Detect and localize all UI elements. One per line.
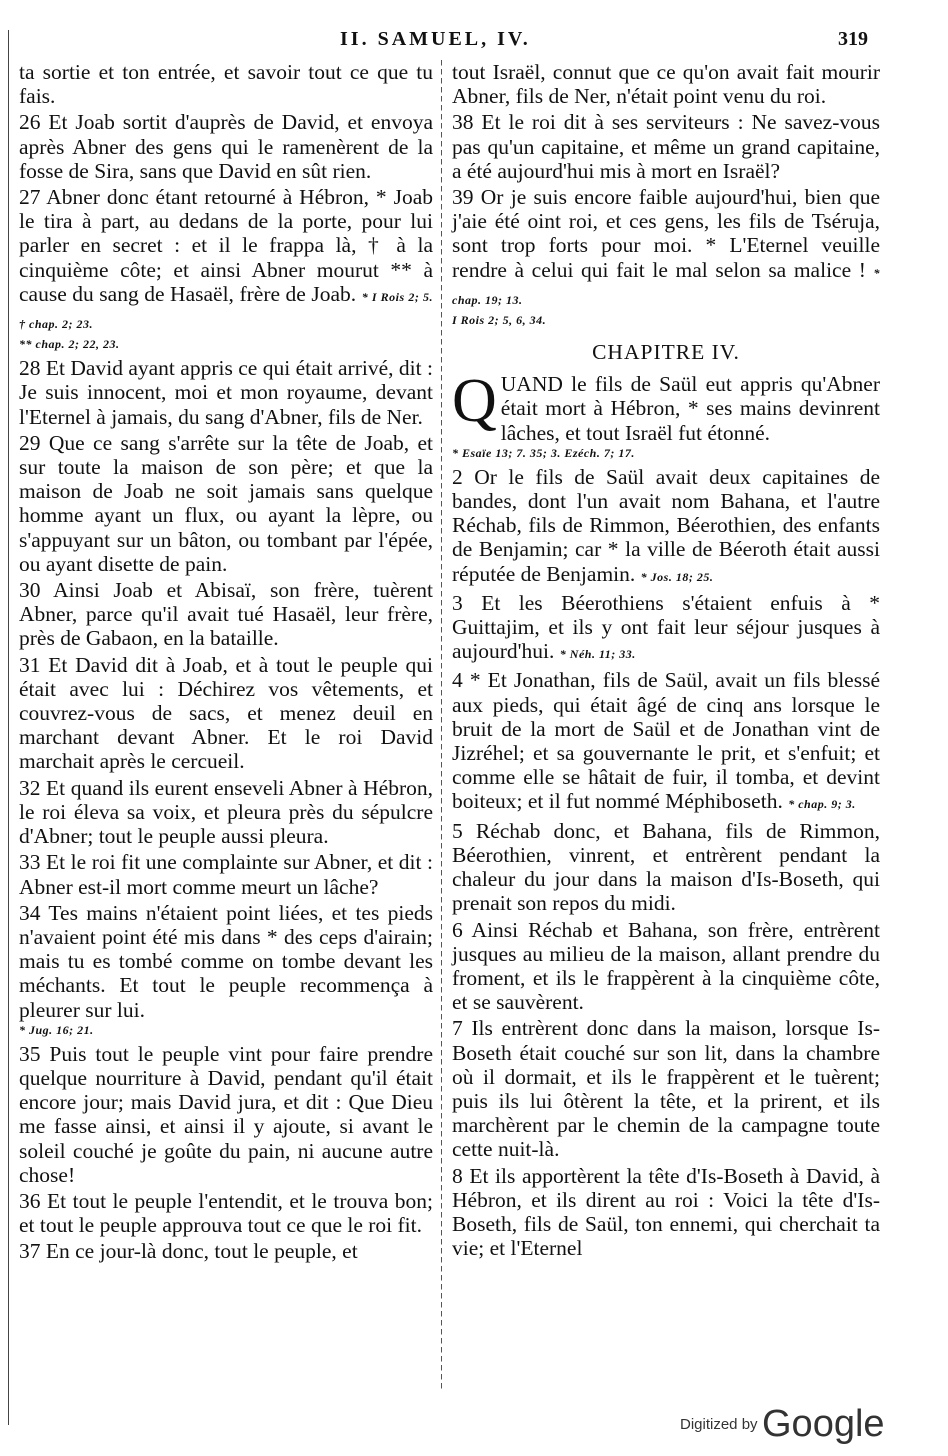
verse-1 [452,367,880,445]
drop-cap: Q [452,367,497,436]
verse-4-text: 4 * Et Jonathan, fils de Saül, avait un fils blessé aux pieds, qui était âgé de cinq ans lorsque le bruit de la mort de Saül et de Jonathan vint de Jizréhel; et sa gouvernante le prit, et s'enfuit; et comme elle se hâtait de fuir, il tomba, et devint boiteux; et il fut nommé Méphiboseth. [452,668,880,814]
left-margin-rule [8,30,9,1425]
verse-39-text: 39 Or je suis encore faible aujourd'hui, bien que j'aie été oint roi, et ces gens, les fils de Tséruja, sont trop forts pour moi. * L'Eternel veuille rendre à celui qui fait le mal selon sa malice ! [452,185,880,282]
verse-7: 7 Ils entrèrent donc dans la maison, lorsque Is-Boseth était couché sur son lit, dans la chambre où il dormait, et ils le frappèrent et le tuèrent; puis ils lui ôtèrent la tête, et la prirent, et ils marchèrent par le chemin de la campagne toute cette nuit-là. [452,1016,880,1162]
verse-8: 8 Et ils apportèrent la tête d'Is-Boseth à David, à Hébron, et ils dirent au roi : Voici la tête d'Is-Boseth, fils de Saül, ton ennemi, qui cherchait ta vie; et l'Eternel [452,1163,880,1261]
verse-2-text: 2 Or le fils de Saül avait deux capitaines de bandes, dont l'un avait nom Bahana, et l'autre Réchab, fils de Rimmon, Béerothien, des enfants de Benjamin; car * la ville de Béeroth était aussi réputée de Benjamin. [452,464,880,586]
verse-27 [19,185,433,336]
verse-27-text: 27 Abner donc étant retourné à Hébron, * Joab le tira à part, au dedans de la porte, pour lui parler en secret : et il le frappa là, † à la cinquième côte; et ainsi Abner mourut ** à cause du sang de Hasaël, frère de Joab. [19,185,433,306]
digitized-by-watermark [680,1403,885,1446]
verse-28: 28 Et David ayant appris ce qui était arrivé, dit : Je suis innocent, moi et mon royaume, devant l'Eternel à jamais, du sang d'Abner, fils de Ner. [19,356,433,429]
chapter-heading: CHAPITRE IV. [592,340,740,365]
page-number: 319 [838,28,868,50]
verse-32: 32 Et quand ils eurent enseveli Abner à Hébron, le roi éleva sa voix, et pleura près du sépulcre d'Abner; tout le peuple aussi pleura. [19,775,433,849]
verse-31: 31 Et David dit à Joab, et à tout le peuple qui était avec lui : Déchirez vos vêtements, et couvrez-vous de sacs, et menez deuil en marchant devant Abner. Et le roi David marchait après le cercueil. [19,652,433,774]
verse-27-note-b: ** chap. 2; 22, 23. [19,337,120,352]
digitized-label: Digitized by [680,1416,758,1433]
verse-34: 34 Tes mains n'étaient point liées, et tes pieds n'avaient point été mis dans * des ceps d'airain; mais tu es tombé comme on tombe devant les méchants. Et tout le peuple recommença à pleurer sur lui. [19,900,433,1022]
column-divider [441,60,442,1390]
verse-30: 30 Ainsi Joab et Abisaï, son frère, tuèrent Abner, parce qu'il avait tué Hasaël, leur frère, près de Gabaon, en la bataille. [19,578,433,651]
verse-33: 33 Et le roi fit une complainte sur Abner, et dit : Abner est-il mort comme meurt un lâche? [19,850,433,899]
google-logo: Google [762,1403,885,1445]
verse-39-note-b: I Rois 2; 5, 6, 34. [452,313,547,328]
verse-38: 38 Et le roi dit à ses serviteurs : Ne savez-vous pas qu'un capitaine, et même un grand capitaine, a été aujourd'hui mis à mort en Israël? [452,110,880,183]
verse-36: 36 Et tout le peuple l'entendit, et le trouva bon; et tout le peuple approuva tout ce que le roi fit. [19,1188,433,1238]
verse-27-note-a: * I Rois 2; 5. † chap. 2; 23. [19,289,433,332]
verse-3-note: * Néh. 11; 33. [559,647,636,662]
verse-2-note: * Jos. 18; 25. [640,569,714,584]
verse-1-note: * Esaïe 13; 7. 35; 3. Ezéch. 7; 17. [452,445,635,460]
verse-4-note: * chap. 9; 3. [788,797,856,812]
verse-4 [452,668,880,816]
verse-3 [452,591,880,667]
verse-34-note: * Jug. 16; 21. [19,1022,94,1037]
verse-continuation: tout Israël, connut que ce qu'on avait fait mourir Abner, fils de Ner, n'était point venu du roi. [452,60,880,109]
right-column [452,60,880,1262]
verse-3-text: 3 Et les Béerothiens s'étaient enfuis à * Guittajim, et ils y ont fait leur séjour jusques à aujourd'hui. [452,590,880,664]
running-head: II. SAMUEL, IV. [340,28,531,50]
left-column [19,60,433,1266]
verse-29: 29 Que ce sang s'arrête sur la tête de Joab, et sur toute la maison de son père; et que la maison de Joab ne soit jamais sans quelque homme ayant un flux, ou ayant la lèpre, ou s'appuyant sur un bâton, ou tombant par l'épée, ou ayant disette de pain. [19,430,433,576]
verse-37: 37 En ce jour-là donc, tout le peuple, et [19,1239,358,1264]
verse-39 [452,185,880,312]
verse-39-note-a: * chap. 19; 13. [452,265,881,307]
verse-1-text: UAND le fils de Saül eut appris qu'Abner était mort à Hébron, * ses mains devinrent lâches, et tout Israël fut étonné. [500,372,880,445]
verse-5: 5 Réchab donc, et Bahana, fils de Rimmon, Béerothien, vinrent, et entrèrent pendant la chaleur du jour dans la maison d'Is-Boseth, qui prenait son repos du midi. [452,818,880,916]
verse-6: 6 Ainsi Réchab et Bahana, son frère, entrèrent jusques au milieu de la maison, allant prendre du froment, et ils le frappèrent à la cinquième côte, et se sauvèrent. [452,917,880,1015]
verse-continuation: ta sortie et ton entrée, et savoir tout ce que tu fais. [19,60,433,109]
verse-26: 26 Et Joab sortit d'auprès de David, et envoya après Abner des gens qui le ramenèrent de la fosse de Sira, sans que David en sût rien. [19,110,433,183]
verse-2 [452,465,880,589]
verse-35: 35 Puis tout le peuple vint pour faire prendre quelque nourriture à David, pendant qu'il était encore jour; mais David jura, et dit : Que Dieu me fasse ainsi, et ainsi il y ajoute, si avant le soleil couché je goûte du pain, ni aucune autre chose! [19,1041,433,1187]
